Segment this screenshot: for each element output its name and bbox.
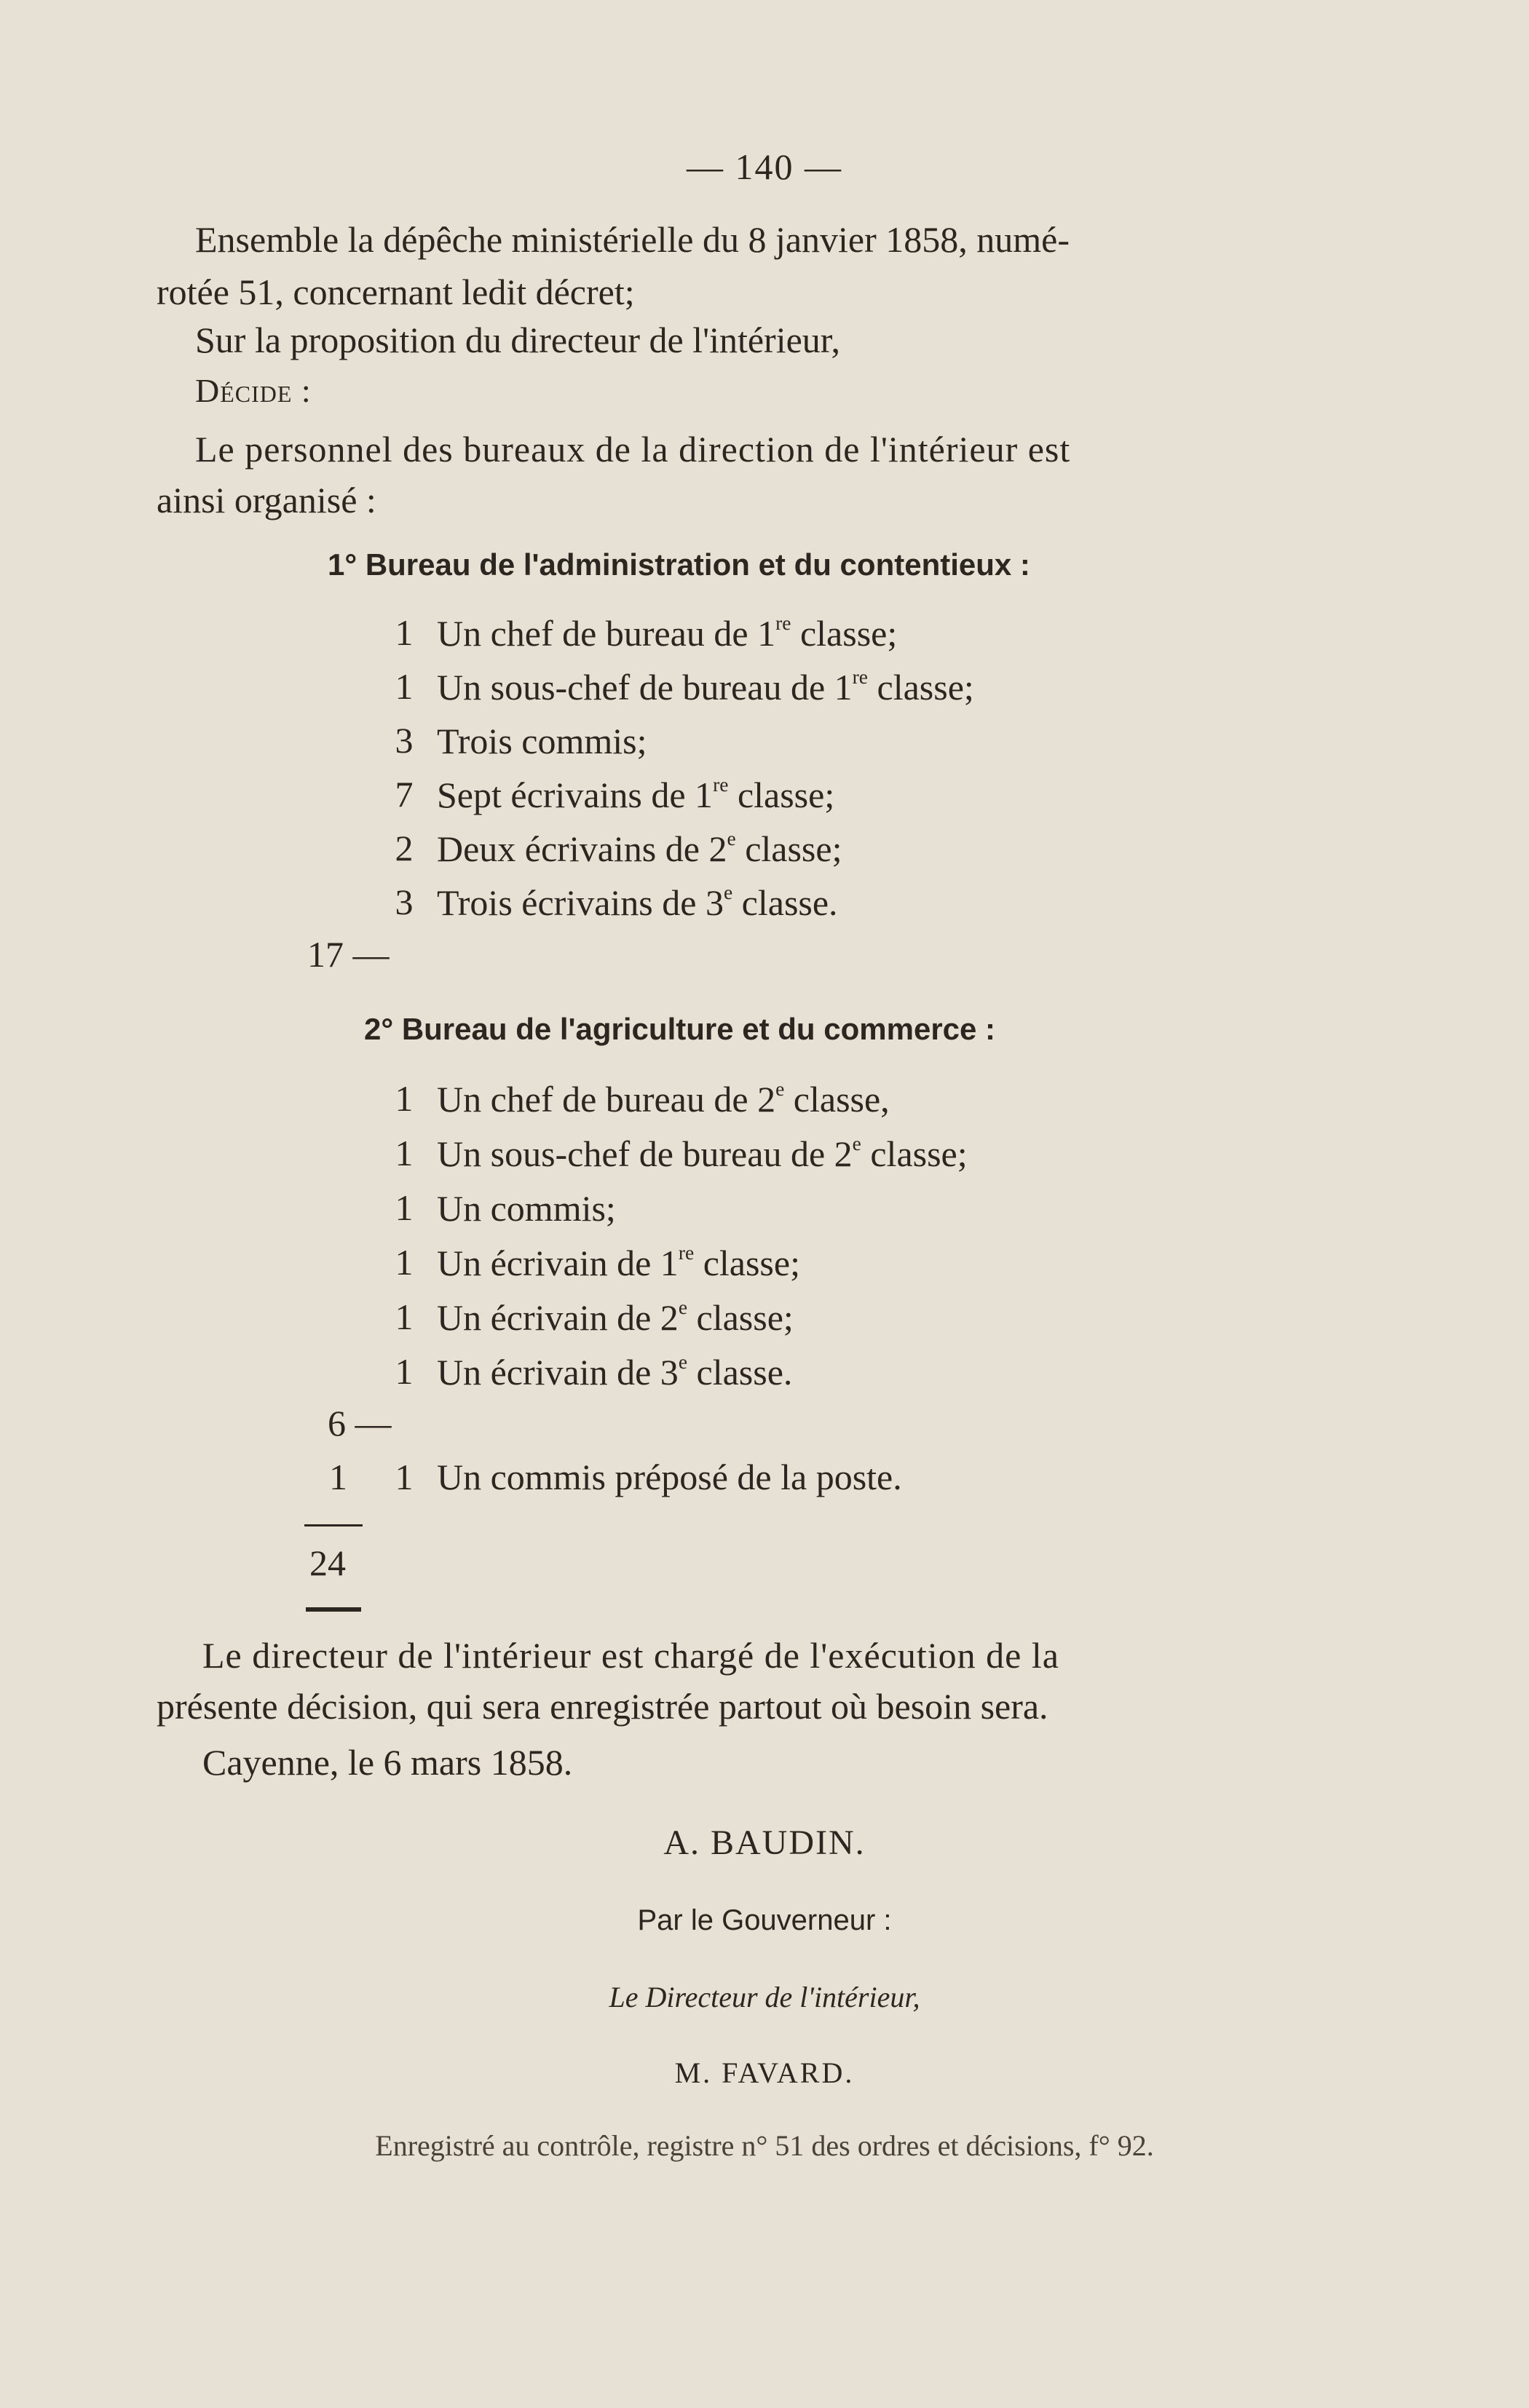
bureau-1-item-count: 1 — [395, 666, 414, 707]
bureau-2-item — [0, 1296, 1529, 1347]
bureau-2-item-text — [437, 1350, 792, 1393]
bureau-2-item-count: 1 — [395, 1187, 414, 1228]
bureau-1-item-count: 2 — [395, 828, 414, 868]
bureau-2-item — [0, 1241, 1529, 1292]
page-number: — 140 — — [687, 146, 842, 187]
bureau-1-item-text-main: Trois commis; — [437, 721, 647, 761]
bureau-1-item — [0, 719, 1529, 770]
poste-text: Un commis préposé de la poste. — [437, 1457, 902, 1497]
bureau-2-item-text — [437, 1132, 968, 1175]
bureau-2-item-ordinal: e — [775, 1077, 785, 1100]
bureau-1-item-text-main: Un chef de bureau de 1 — [437, 613, 776, 654]
poste-row — [0, 1456, 1529, 1507]
signature-par: Par le Gouverneur : — [637, 1904, 892, 1936]
bureau-1-item-count: 7 — [395, 774, 414, 815]
bureau-2-item-count: 1 — [395, 1242, 414, 1283]
bureau-1-item — [0, 881, 1529, 932]
bureau-1-item-ordinal: re — [713, 773, 729, 796]
bureau-1-item-text — [437, 665, 974, 708]
closing-date: Cayenne, le 6 mars 1858. — [202, 1742, 573, 1783]
bureau-2-item — [0, 1350, 1529, 1401]
bureau-2-heading: 2° Bureau de l'agriculture et du commerce : — [364, 1012, 996, 1046]
bureau-1-item-ordinal: e — [727, 827, 736, 849]
bureau-2-item-text-suffix: classe; — [861, 1133, 968, 1174]
bureau-2-item-text-suffix: classe. — [687, 1352, 793, 1393]
bureau-2-item-count: 1 — [395, 1133, 414, 1173]
intro-line-1: Ensemble la dépêche ministérielle du 8 janvier 1858, numé- — [195, 219, 1070, 260]
intro-line-5: ainsi organisé : — [157, 480, 376, 520]
bureau-2-item-text-main: Un commis; — [437, 1188, 616, 1229]
decide-heading: Décide : — [195, 372, 312, 409]
bureau-2-item — [0, 1187, 1529, 1237]
total-rule — [304, 1524, 363, 1526]
signature-name-2: M. FAVARD. — [674, 2056, 855, 2089]
bureau-2-item — [0, 1077, 1529, 1128]
bureau-1-item-ordinal: re — [852, 665, 869, 688]
registration-note: Enregistré au contrôle, registre n° 51 des ordres et décisions, f° 92. — [375, 2129, 1154, 2162]
bureau-1-item — [0, 827, 1529, 878]
poste-left-count: 1 — [329, 1457, 347, 1497]
bureau-2-item-ordinal: e — [852, 1132, 861, 1155]
bureau-1-item-text-main: Sept écrivains de 1 — [437, 775, 714, 815]
bureau-1-item-ordinal: e — [723, 881, 733, 903]
bureau-2-item-ordinal: e — [678, 1296, 688, 1318]
bureau-2-item-text-main: Un écrivain de 2 — [437, 1297, 679, 1338]
bureau-1-item — [0, 773, 1529, 824]
bureau-1-item-text-suffix: classe; — [791, 613, 898, 654]
bureau-2-item-text — [437, 1077, 890, 1120]
bureau-2-item-count: 1 — [395, 1351, 414, 1392]
bureau-2-item-text-main: Un sous-chef de bureau de 2 — [437, 1133, 853, 1174]
bureau-2-item-text — [437, 1241, 800, 1284]
bureau-2-item-ordinal: re — [678, 1241, 695, 1264]
bureau-1-item-text-main: Trois écrivains de 3 — [437, 882, 724, 923]
bureau-1-item-text — [437, 881, 838, 924]
closing-line-1: Le directeur de l'intérieur est chargé de l'exécution de la — [202, 1635, 1059, 1676]
bureau-1-item-text — [437, 611, 897, 654]
bureau-1-item-ordinal: re — [775, 611, 791, 634]
bureau-2-subtotal: 6 — — [328, 1403, 392, 1443]
bureau-2-item-count: 1 — [395, 1078, 414, 1119]
signature-name: A. BAUDIN. — [663, 1823, 866, 1862]
bureau-1-item-text — [437, 827, 842, 870]
bureau-2-item-text-main: Un chef de bureau de 2 — [437, 1079, 776, 1120]
bureau-2-item-count: 1 — [395, 1296, 414, 1337]
bureau-2-item — [0, 1132, 1529, 1183]
bureau-1-item-text-suffix: classe; — [735, 828, 842, 869]
bureau-1-subtotal: 17 — — [307, 934, 390, 975]
bureau-1-item-text — [437, 719, 647, 762]
bureau-1-item-text-main: Deux écrivains de 2 — [437, 828, 727, 869]
bureau-1-item-text-main: Un sous-chef de bureau de 1 — [437, 667, 853, 708]
bureau-1-item-text — [437, 773, 834, 816]
bureau-1-item-text-suffix: classe. — [732, 882, 838, 923]
bureau-1-item-count: 3 — [395, 882, 414, 922]
bureau-1-heading: 1° Bureau de l'administration et du contentieux : — [328, 547, 1030, 582]
intro-line-3: Sur la proposition du directeur de l'intérieur, — [195, 320, 840, 360]
bureau-1-item-count: 3 — [395, 720, 414, 761]
bureau-2-item-text — [437, 1187, 616, 1229]
bureau-1-item-text-suffix: classe; — [728, 775, 835, 815]
closing-line-2: présente décision, qui sera enregistrée partout où besoin sera. — [157, 1686, 1048, 1727]
bureau-2-item-text-suffix: classe; — [694, 1243, 800, 1283]
bureau-1-item-count: 1 — [395, 612, 414, 653]
intro-line-2: rotée 51, concernant ledit décret; — [157, 272, 635, 312]
bureau-2-item-text-suffix: classe; — [687, 1297, 794, 1338]
bureau-2-item-text — [437, 1296, 794, 1339]
bureau-2-item-text-main: Un écrivain de 3 — [437, 1352, 679, 1393]
bureau-2-item-text-suffix: classe, — [784, 1079, 890, 1120]
intro-line-4: Le personnel des bureaux de la direction de l'intérieur est — [195, 429, 1071, 470]
bureau-1-item — [0, 665, 1529, 716]
poste-count: 1 — [395, 1457, 414, 1497]
bureau-2-item-text-main: Un écrivain de 1 — [437, 1243, 679, 1283]
bureau-1-item-text-suffix: classe; — [868, 667, 974, 708]
total-value: 24 — [309, 1542, 346, 1583]
bureau-2-item-ordinal: e — [678, 1350, 688, 1373]
signature-title: Le Directeur de l'intérieur, — [609, 1981, 920, 2013]
bureau-1-item — [0, 611, 1529, 662]
total-double-rule — [306, 1607, 361, 1612]
